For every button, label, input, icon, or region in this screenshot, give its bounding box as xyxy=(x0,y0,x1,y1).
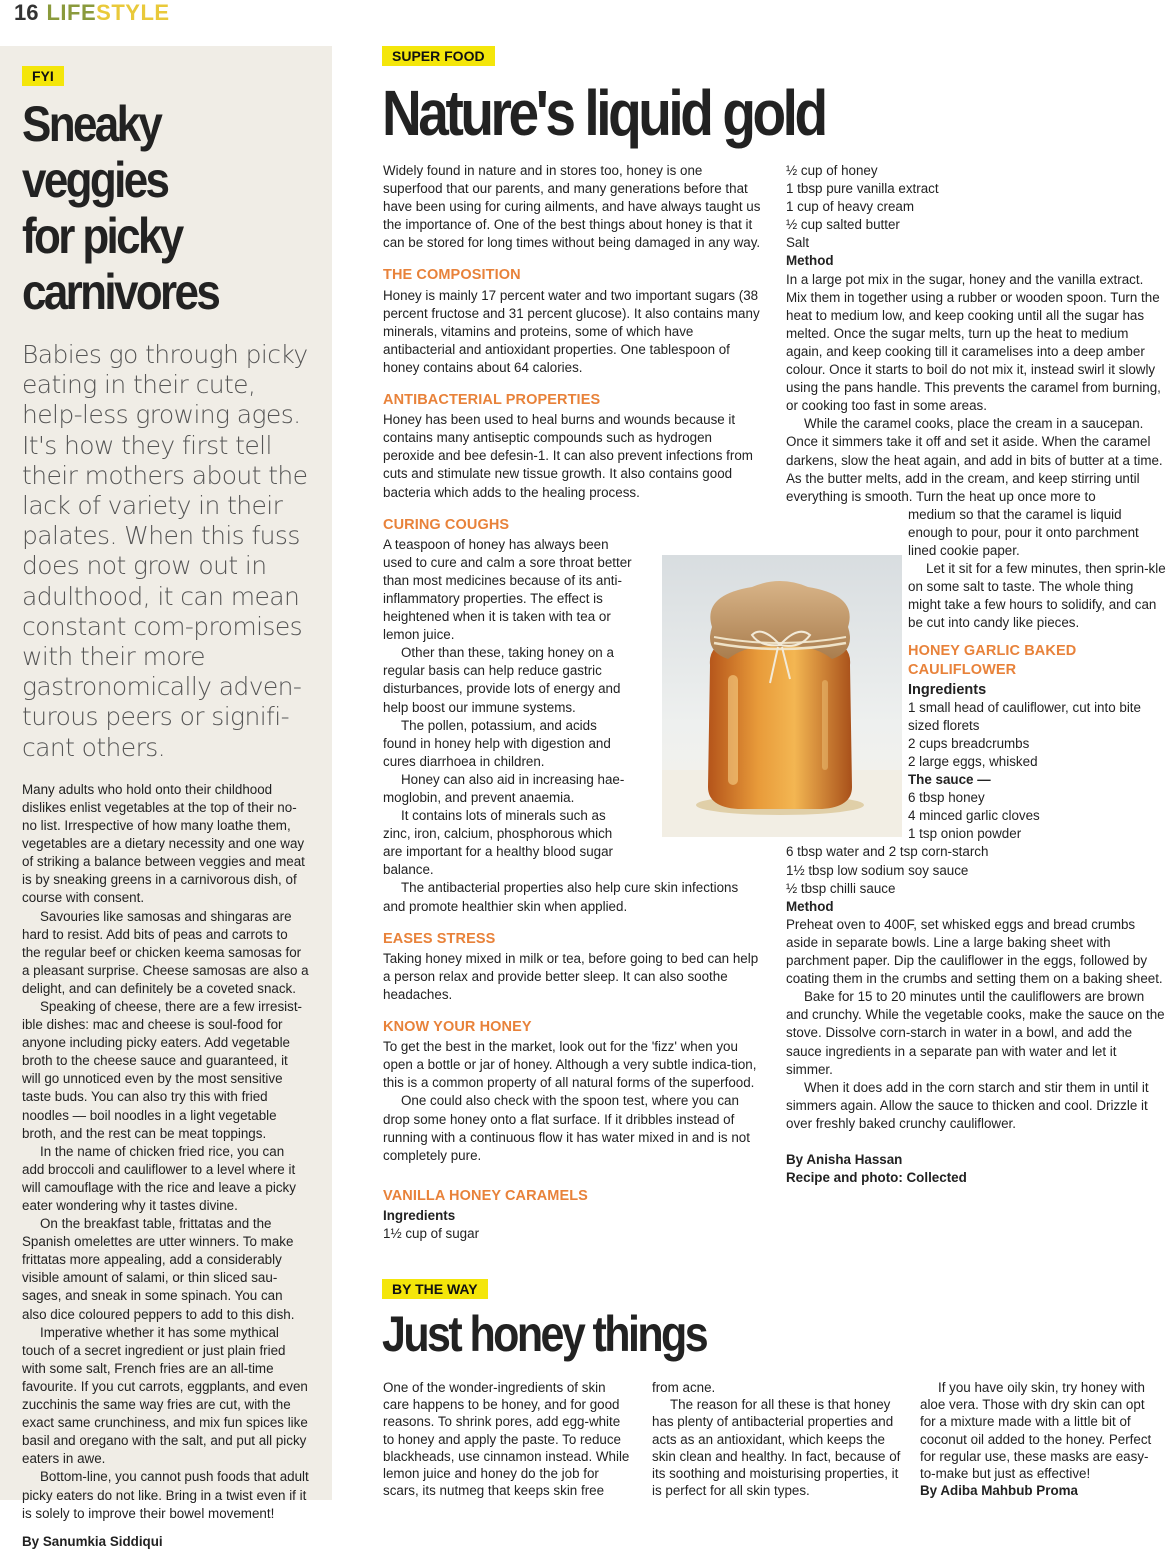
by-the-way-tag: BY THE WAY xyxy=(382,1279,488,1299)
sidebar-intro: Babies go through picky eating in their cute, help-less growing ages. It's how they first tell their mothers about the lack of variety in their palates. When this fuss does not grow out in adulthood, it can mean constant com-promises with their more gastronomically adven-turous peers or signifi-cant others. xyxy=(22,340,308,762)
bytheway-column-2: from acne. The reason for all these is that honey has plenty of antibacterial properties and acts as an antioxidant, which keeps the skin clean and healthy. In fact, because of its soothing and moisturising properties, it is perfect for all skin types. xyxy=(652,1380,901,1499)
page-header xyxy=(14,0,170,26)
sidebar-body: Many adults who hold onto their childhood dislikes enlist vegetables at the top of their no-no list. Irrespective of how many loathe them, vegetables are a dietary necessity and one way of striking a balance between veggies and meat is by sneaking greens in a carnivorous dish, of course with consent. Savouries like samosas and shingaras are hard to resist. Add bits of peas and carrots to the regular beef or chicken keema samosas for a pleasant surprise. Cheese samosas are also a delight, and can definitely be a coveted snack. Speaking of cheese, there are a few irresist-ible dishes: mac and cheese is soul-food for anyone including picky eaters. Add vegetable broth to the cheese sauce and guaranteed, it will go unnoticed even by the most sensitive taste buds. You can also try this with fried noodles — boil noodles in a light vegetable broth, and the rest can be meat toppings. In the name of chicken fried rice, you can add broccoli and cauliflower to a level where it will camouflage with the rice and leave a picky eater wondering why it tastes divine. On the breakfast table, frittatas and the Spanish omelettes are utter winners. To make frittatas more appealing, add a considerably visible amount of salami, or thin sliced sau-sages, and sneak in some spinach. You can also dice coloured peppers to add to this dish. Imperative whether it has some mythical touch of a secret ingredient or just plain fried with some salt, French fries are an all-time favourite. If you cut carrots, eggplants, and even zucchinis the same way fries are cut, with the exact same crunchiness, and mix fun spices like basil and oregano with the salt, and put all picky eaters in awe. Bottom-line, you cannot push foods that adult picky eaters do not like. Bring in a twist even if it is solely to improve their bowel movement! By Sanumkia Siddiqui xyxy=(22,781,310,1551)
section-logo: LIFESTYLE xyxy=(46,0,170,25)
composition-heading: THE COMPOSITION xyxy=(383,267,521,284)
article-title: Nature's liquid gold xyxy=(382,77,825,149)
know-heading: KNOW YOUR HONEY xyxy=(383,1019,532,1036)
bytheway-byline: By Adiba Mahbub Proma xyxy=(920,1483,1078,1499)
caramels-heading: VANILLA HONEY CARAMELS xyxy=(383,1187,588,1204)
cauliflower-heading: HONEY GARLIC BAKED CAULIFLOWER xyxy=(908,643,1077,678)
bytheway-column-1: One of the wonder-ingredients of skin care happens to be honey, and for good reasons. To shrink pores, add egg-white to honey and apply the paste. To reduce blackheads, use cinnamon instead. While lemon juice and honey do the job for scars, its nutmeg that keeps skin free xyxy=(383,1380,630,1499)
honey-things-title: Just honey things xyxy=(382,1306,707,1362)
article-column-2: ½ cup of honey 1 tbsp pure vanilla extract 1 cup of heavy cream ½ cup salted butter Salt Method In a large pot mix in the sugar, honey and the vanilla extract. Mix them in together using a rubber or wooden spoon. Turn the heat to medium low, and keep cooking until all the sugar has melted. Once the sugar melts, turn up the heat to medium again, and keep cooking till it caramelises into a deep amber colour. Once it starts to boil do not mix it, instead swirl it slowly using the pans handle. This prevents the caramel from burning, or cooking too fast in some areas. While the caramel cooks, place the cream in a saucepan. Once it simmers take it off and set it aside. When the caramel darkens, slow the heat again, and add in bits of butter at a time. As the butter melts, add in the cream, and keep stirring until everything is smooth. Turn the heat up once more to medium so that the caramel is liquid enough to pour, pour it onto parchment lined cookie paper. Let it sit for a few minutes, then sprin-kle on some salt to taste. The whole thing might take a few hours to solidify, and can be cut into candy like pieces. HONEY GARLIC BAKED CAULIFLOWER Ingredients 1 small head of cauliflower, cut into bite sized florets 2 cups breadcrumbs 2 large eggs, whisked The sauce — 6 tbsp honey 4 minced garlic cloves 1 tsp onion powder 6 tbsp water and 2 tsp corn-starch 1½ tbsp low sodium soy sauce ½ tbsp chilli sauce Method Preheat oven to 400F, set whisked eggs and bread crumbs aside in separate bowls. Line a large baking sheet with parchment paper. Dip the cauliflower in the eggs, followed by coating them in the crumbs and setting them on a baking sheet. Bake for 15 to 20 minutes until the cauliflowers are brown and crunchy. While the vegetable cooks, make the sauce on the stove. Dissolve corn-starch in water in a bowl, and add the sauce ingredients in a separate pan with water and let it simmer. When it does add in the corn starch and stir them in until it simmers again. Allow the sauce to thicken and cool. Drizzle it over freshly baked crunchy cauliflower. By Anisha Hassan Recipe and photo: Collected xyxy=(786,162,1166,1187)
sidebar-byline: By Sanumkia Siddiqui xyxy=(22,1533,163,1549)
article-byline: By Anisha Hassan xyxy=(786,1151,903,1167)
page-number: 16 xyxy=(14,0,39,25)
stress-heading: EASES STRESS xyxy=(383,930,496,947)
photo-credit: Recipe and photo: Collected xyxy=(786,1170,967,1186)
article-column-1: Widely found in nature and in stores too, honey is one superfood that our parents, and many generations before that have been using for curing ailments, and have always taught us the importance of. One of the best things about honey is that it can be stored for long times without being damaged in any way. THE COMPOSITION Honey is mainly 17 percent water and two important sugars (38 percent fructose and 31 percent glucose). It also contains many minerals, vitamins and proteins, some of which have antibacterial and antioxidant properties. One tablespoon of honey contains about 64 calories. ANTIBACTERIAL PROPERTIES Honey has been used to heal burns and wounds because it contains many antiseptic compounds such as hydrogen peroxide and bee defesin-1. It can also prevent infections from cuts and stimulate new tissue growth. It also contains good bacteria which adds to the healing process. CURING COUGHS A teaspoon of honey has always been used to cure and calm a sore throat better than most medicines because of its anti-inflammatory properties. The effect is heightened when it is taken with tea or lemon juice. Other than these, taking honey on a regular basis can help reduce gastric disturbances, provide lots of energy and help boost our immune systems. The pollen, potassium, and acids found in honey help with digestion and cures diarrhoea in children. Honey can also aid in increasing hae-moglobin, and prevent anaemia. It contains lots of minerals such as zinc, iron, calcium, phosphorous which are important for a healthy blood sugar balance. The antibacterial properties also help cure skin infections and promote healthier skin when applied. EASES STRESS Taking honey mixed in milk or tea, before going to bed can help a person relax and provide better sleep. It can also soothe headaches. KNOW YOUR HONEY To get the best in the market, look out for the 'fizz' when you open a bottle or jar of honey. Although a very subtle indica-tion, this is a common property of all natural forms of the superfood. One could also check with the spoon test, where you can drop some honey onto a flat surface. If it dribbles instead of running with a continuous flow it has water mixed in and is not completely pure. VANILLA HONEY CARAMELS Ingredients 1½ cup of sugar xyxy=(383,163,761,1241)
coughs-heading: CURING COUGHS xyxy=(383,516,510,533)
sidebar-title: Sneaky veggies for picky carnivores xyxy=(22,96,219,320)
bytheway-column-3: If you have oily skin, try honey with aloe vera. Those with dry skin can opt for a mixture made with a little bit of coconut oil added to the honey. Perfect for regular use, these masks are easy-to-make but just as effective! By Adiba Mahbub Proma xyxy=(920,1379,1160,1499)
sidebar-article xyxy=(0,46,332,1549)
super-food-tag: SUPER FOOD xyxy=(382,46,495,66)
fyi-tag: FYI xyxy=(22,66,64,86)
antibacterial-heading: ANTIBACTERIAL PROPERTIES xyxy=(383,392,601,409)
